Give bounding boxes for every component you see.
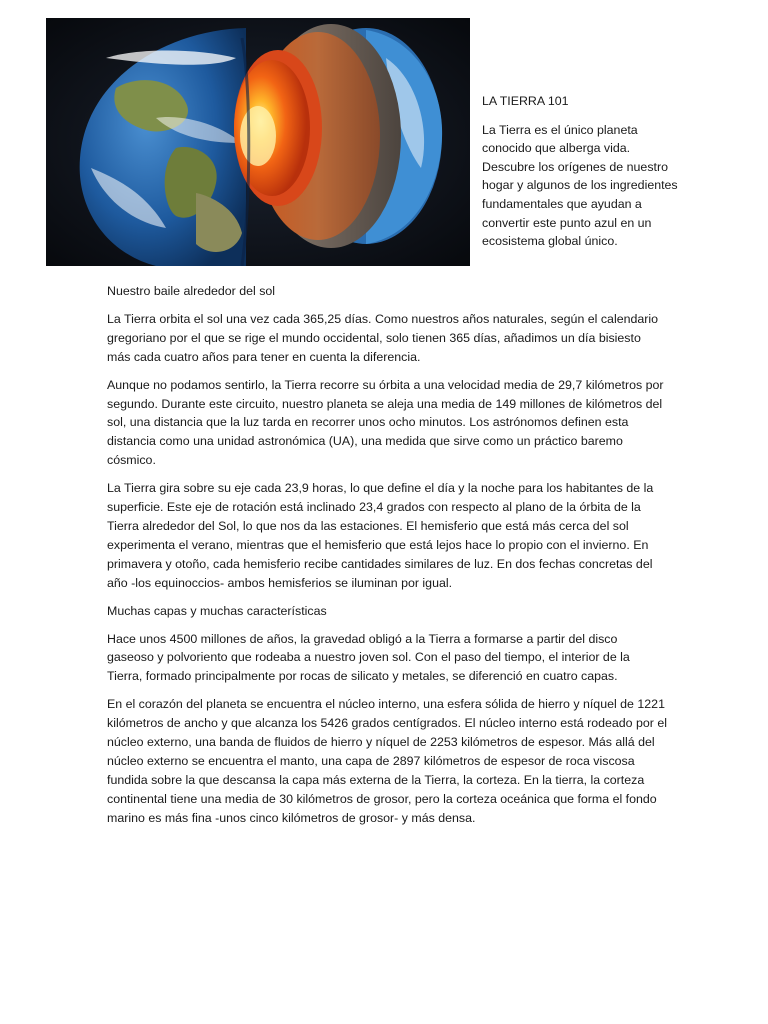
paragraph-layers-1: Hace unos 4500 millones de años, la gravedad obligó a la Tierra a formarse a partir del disco gaseoso y polvoriento que rodeaba a nuestro joven sol. Con el paso del tiempo, el interior de la Tierra, formado principalmente por rocas de silicato y metales, se diferenció en cuatro capas. bbox=[107, 631, 630, 684]
paragraph-orbit-3: La Tierra gira sobre su eje cada 23,9 horas, lo que define el día y la noche para los habitantes de la superficie. Este eje de rotación está inclinado 23,4 grados con respecto al plano de la órbita de la Tierra alrededor del Sol, lo que nos da las estaciones. El hemisferio que está más cerca del sol experimenta el verano, mientras que el hemisferio que está lejos hace lo propio con el invierno. En primavera y otoño, cada hemisferio recibe cantidades similares de luz. En dos fechas concretas del año -los equinoccios- ambos hemisferios se iluminan por igual. bbox=[107, 481, 654, 590]
earth-layers-image bbox=[46, 18, 470, 266]
section-heading-orbit: Nuestro baile alrededor del sol bbox=[107, 284, 276, 298]
earth-layers-icon bbox=[46, 18, 470, 266]
intro-block bbox=[482, 92, 682, 251]
intro-text: La Tierra es el único planeta conocido que alberga vida. Descubre los orígenes de nuestro hogar y algunos de los ingredientes fundamentales que ayudan a convertir este punto azul en un ecosistema global único. bbox=[482, 122, 678, 249]
paragraph-layers-2: En el corazón del planeta se encuentra el núcleo interno, una esfera sólida de hierro y níquel de 1221 kilómetros de ancho y que alcanza los 5426 grados centígrados. El núcleo interno está rodeado por el núcleo externo, una banda de fluidos de hierro y níquel de 2253 kilómetros de espesor. Más allá del núcleo externo se encuentra el manto, una capa de 2897 kilómetros de espesor de roca viscosa fundida sobre la que descansa la capa más externa de la Tierra, la corteza. En la tierra, la corteza continental tiene una media de 30 kilómetros de grosor, pero la corteza oceánica que forma el fondo marino es más fina -unos cinco kilómetros de grosor- y más densa. bbox=[107, 697, 667, 825]
article-body bbox=[107, 282, 667, 837]
paragraph-orbit-2: Aunque no podamos sentirlo, la Tierra recorre su órbita a una velocidad media de 29,7 kilómetros por segundo. Durante este circuito, nuestro planeta se aleja una media de 149 millones de kilómetros del sol, una distancia que la luz tarda en recorrer unos ocho minutos. Los astrónomos definen esta distancia como una unidad astronómica (UA), una medida que sirve como un práctico baremo cósmico. bbox=[107, 377, 664, 468]
section-heading-layers: Muchas capas y muchas características bbox=[107, 603, 327, 618]
intro-title: LA TIERRA 101 bbox=[482, 94, 569, 108]
paragraph-orbit-1: La Tierra orbita el sol una vez cada 365,25 días. Como nuestros años naturales, según el calendario gregoriano por el que se rige el mundo occidental, solo tienen 365 días, añadimos un día bisiesto más cada cuatro años para tener en cuenta la diferencia. bbox=[107, 311, 659, 364]
